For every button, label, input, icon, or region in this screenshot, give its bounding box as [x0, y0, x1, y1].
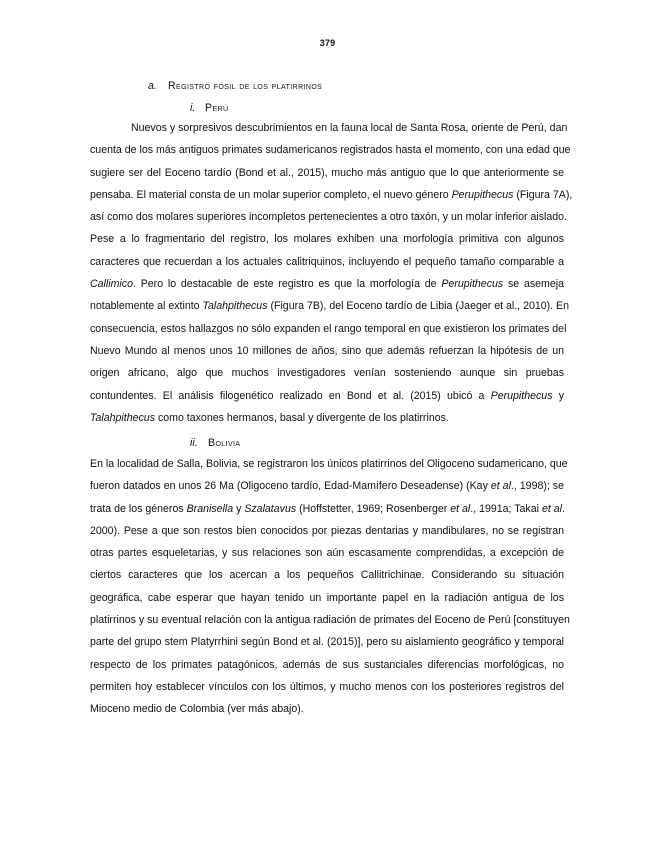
- italic-term: Perupithecus: [441, 278, 504, 291]
- text-run: contundentes. El análisis filogenético realizado en Bond et al. (2015) ubicó a: [90, 389, 491, 402]
- text-line: [90, 542, 564, 564]
- text-run: respecto de los primates patagónicos, además de sus sustanciales diferencias morfológicas, no: [90, 658, 564, 671]
- text-run: origen africano, algo que muchos investigadores venían sosteniendo aunque sin pruebas: [90, 367, 564, 380]
- text-line: [90, 385, 564, 407]
- text-run: Nuevo Mundo al menos unos 10 millones de años, sino que además refuerzan la hipótesis de un: [90, 344, 564, 357]
- italic-term: et al: [541, 502, 562, 515]
- text-line: [90, 162, 564, 184]
- text-run: Pese a lo fragmentario del registro, los molares exhiben una morfología primitiva con algunos: [90, 233, 564, 246]
- peru-paragraph: [90, 117, 573, 429]
- text-run: (Figura 7B), del Eoceno tardío de Libia (Jaeger et al., 2010). En: [267, 300, 570, 313]
- italic-term: Callimico: [90, 278, 133, 291]
- text-line: [90, 139, 571, 161]
- text-line: [90, 318, 567, 340]
- text-run: Mioceno medio de Colombia (ver más abajo).: [90, 703, 304, 716]
- italic-term: Talahpithecus: [90, 411, 155, 424]
- section-title: Registro fósil de los platirrinos: [168, 80, 323, 92]
- italic-term: et al: [490, 480, 511, 493]
- text-run: permiten hoy establecer vínculos con los últimos, y mucho menos con los posteriores registros del: [90, 680, 564, 693]
- text-run: platirrinos y su eventual relación con la antigua radiación de primates del Eoceno de Perú [constituyen: [90, 614, 570, 627]
- text-line: [90, 520, 564, 542]
- text-run: 2000). Pese a que son restos bien conocidos por piezas dentarias y mandibulares, no se registran: [90, 524, 564, 537]
- text-line: [90, 631, 564, 653]
- subsection-title: Bolivia: [208, 437, 241, 449]
- section-number: a.: [148, 80, 157, 92]
- text-line: [90, 609, 570, 631]
- italic-term: Branisella: [186, 502, 234, 515]
- text-line: [90, 184, 573, 206]
- text-line: [90, 362, 564, 384]
- italic-term: Perupithecus: [490, 389, 553, 402]
- text-run: y: [233, 502, 245, 515]
- text-run: Nuevos y sorpresivos descubrimientos en la fauna local de Santa Rosa, oriente de Perú, dan: [131, 122, 568, 134]
- text-line: [90, 206, 567, 228]
- text-line: [90, 407, 564, 429]
- text-run: otras partes esqueletarias, y sus relaciones son aún escasamente comprendidas, a excepción de: [90, 547, 564, 560]
- text-line: [90, 117, 568, 139]
- text-run: cuenta de los más antiguos primates sudamericanos registrados hasta el momento, con una edad que: [90, 144, 571, 157]
- text-line: [90, 251, 564, 273]
- subsection-title: Perú: [205, 102, 229, 114]
- text-line: [90, 587, 564, 609]
- text-run: ciertos caracteres que los acercan a los pequeños Callitrichinae. Considerando su situación: [90, 569, 564, 582]
- text-run: fueron datados en unos 26 Ma (Oligoceno tardío, Edad-Mamífero Deseadense) (Kay: [90, 480, 491, 493]
- text-line: [90, 273, 564, 295]
- subsection-number: i.: [190, 102, 196, 114]
- text-line: [90, 498, 564, 520]
- text-run: (Hoffstetter, 1969; Rosenberger: [296, 502, 451, 515]
- text-run: y: [552, 389, 564, 402]
- text-run: ., 1991a; Takai: [470, 502, 542, 515]
- text-run: consecuencia, estos hallazgos no sólo expanden el rango temporal en que existieron los primates del: [90, 322, 567, 335]
- italic-term: Talahpithecus: [202, 300, 268, 313]
- italic-term: et al: [450, 502, 471, 515]
- text-run: . Pero lo destacable de este registro es que la morfología de: [132, 278, 442, 291]
- subsection-number: ii.: [190, 437, 198, 449]
- text-run: trata de los géneros: [90, 502, 187, 515]
- text-run: sugiere ser del Eoceno tardío (Bond et al., 2015), mucho más antiguo que lo que anteriormente se: [90, 166, 564, 179]
- page-number: 379: [319, 38, 336, 48]
- text-line: [90, 475, 564, 497]
- text-line: [90, 564, 564, 586]
- bolivia-paragraph: [90, 453, 570, 721]
- italic-term: Szalatavus: [244, 502, 297, 515]
- text-line: [90, 340, 564, 362]
- text-line: [90, 228, 564, 250]
- text-run: así como dos molares superiores incompletos pertenecientes a otro taxón, y un molar inferior aislado.: [90, 211, 567, 224]
- text-run: pensaba. El material consta de un molar superior completo, el nuevo género: [90, 188, 452, 201]
- text-run: parte del grupo stem Platyrrhini según Bond et al. (2015)], pero su aislamiento geográfico y temporal: [90, 636, 564, 649]
- text-line: [90, 453, 568, 475]
- section-heading-registro-fosil: [148, 80, 322, 93]
- text-run: .: [561, 502, 565, 515]
- text-run: caracteres que recuerdan a los actuales calitriquinos, incluyendo el pequeño tamaño comparable a: [90, 255, 564, 268]
- text-line: [90, 295, 570, 317]
- text-run: En la localidad de Salla, Bolivia, se registraron los únicos platirrinos del Oligoceno sudamericano, que: [90, 458, 568, 470]
- text-run: notablemente al extinto: [90, 300, 203, 313]
- text-run: ., 1998); se: [510, 480, 564, 493]
- text-line: [90, 676, 564, 698]
- subsection-heading-bolivia: [190, 437, 240, 450]
- text-run: (Figura 7A),: [513, 188, 573, 201]
- text-run: geográfica, cabe esperar que hayan tenido un importante papel en la radiación antigua de los: [90, 591, 564, 604]
- text-run: se asemeja: [503, 278, 564, 291]
- text-line: [90, 654, 564, 676]
- text-run: como taxones hermanos, basal y divergente de los platirrinos.: [155, 411, 449, 424]
- italic-term: Perupithecus: [451, 188, 514, 201]
- text-line: [90, 698, 564, 720]
- subsection-heading-peru: [190, 102, 228, 115]
